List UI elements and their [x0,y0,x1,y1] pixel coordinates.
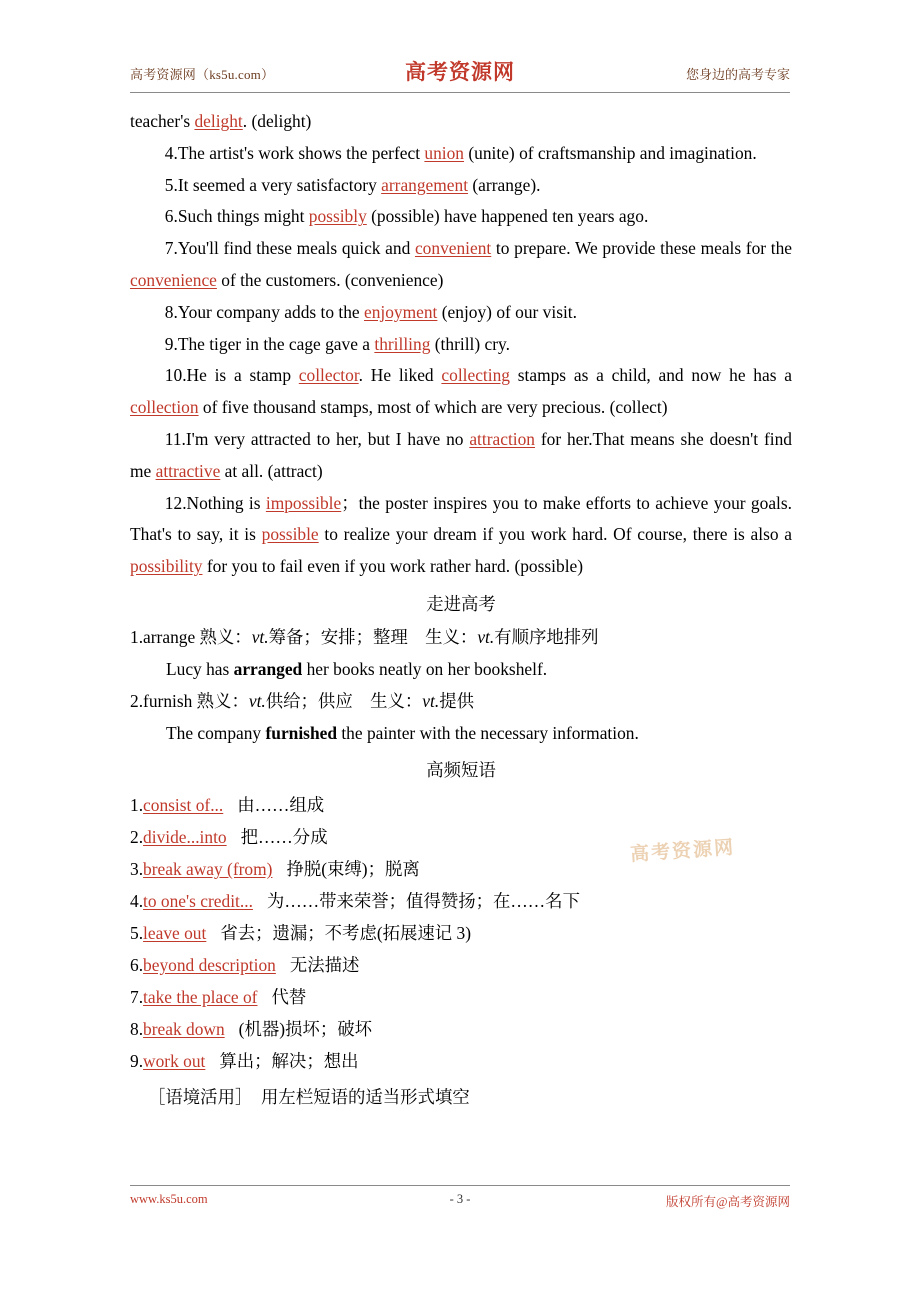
phrase-number: 9. [130,1050,144,1071]
exercise-item-text: (thrill) cry. [430,333,510,354]
gaokao-line-segment: 2.furnish 熟义： [130,690,249,711]
gaokao-line-segment: furnished [265,722,337,743]
gaokao-line-segment: 供给；供应 生义： [265,690,423,711]
section-title-high-frequency-phrases: 高频短语 [426,759,496,780]
exercise-item-number: 11. [164,428,186,449]
exercise-item-text: stamps as a child, and now he has a [509,365,792,386]
answer-blank-filled: possibly [308,206,367,227]
answer-blank-filled: attractive [155,460,221,481]
answer-blank-filled: convenient [414,238,492,259]
gaokao-line-segment: The company [166,722,266,743]
exercise-item-text: Such things might [177,206,309,227]
answer-blank-filled: collection [130,397,199,418]
exercise-item-number: 12. [164,492,187,513]
footer-divider [130,1185,790,1186]
phrase-meaning: 挣脱(束缚)；脱离 [286,858,420,879]
gaokao-line-segment: 提供 [439,690,474,711]
exercise-item-number: 9. [164,333,178,354]
phrase-meaning: 省去；遗漏；不考虑(拓展速记 3) [220,922,472,943]
exercise-item-text: I'm very attracted to her, but I have no [185,428,470,449]
phrase-row [130,885,792,917]
exercise-item [130,488,792,583]
answer-delight: delight [194,111,243,131]
phrase-term: break away (from) [143,858,273,879]
exercise-item-list [130,138,792,583]
answer-blank-filled: possible [261,524,319,545]
exercise-item-number: 8. [164,301,178,322]
exercise-item-text: You'll find these meals quick and [177,238,415,259]
page-header [130,56,790,92]
phrase-row [130,789,792,821]
footer-copyright: 版权所有@高考资源网 [665,1195,790,1209]
exercise-item-text: to prepare. We provide these meals for the [491,238,793,259]
phrase-number: 3. [130,858,144,879]
continuation-line [130,106,792,138]
page-footer [130,1190,790,1212]
exercise-item-text: of the customers. (convenience) [216,269,444,290]
phrase-term: leave out [143,922,207,943]
gaokao-line-segment: Lucy has [166,658,234,679]
answer-blank-filled: arrangement [381,174,469,195]
phrase-number: 2. [130,826,144,847]
exercise-item [130,233,792,297]
gaokao-line [130,717,792,749]
exercise-item-text: Nothing is [186,492,266,513]
exercise-item [130,170,792,202]
watermark-text: 高考资源网 [629,836,736,866]
answer-blank-filled: thrilling [374,333,431,354]
exercise-item-text: of five thousand stamps, most of which are very precious. (collect) [198,397,668,418]
phrase-number: 8. [130,1018,144,1039]
exercise-item-text: The artist's work shows the perfect [177,142,425,163]
phrase-meaning: 由……组成 [237,794,325,815]
continuation-text-c: . (delight) [242,111,312,131]
answer-blank-filled: collector [298,365,359,386]
header-divider [130,92,790,93]
gaokao-line-segment: vt. [477,626,495,647]
gaokao-line [130,653,792,685]
exercise-item-text: to realize your dream if you work hard. Of course, there is also a [318,524,792,545]
gaokao-line-segment: arranged [233,658,303,679]
continuation-text-a: teacher's [130,111,195,131]
phrase-term: break down [143,1018,225,1039]
gaokao-block [130,621,792,749]
exercise-item-number: 6. [164,206,178,227]
exercise-item [130,360,792,424]
footer-url: www.ks5u.com [130,1192,208,1206]
exercise-item-text: (arrange). [468,174,541,195]
gaokao-line-segment: 1.arrange 熟义： [130,626,252,647]
answer-blank-filled: attraction [469,428,535,449]
phrase-number: 5. [130,922,144,943]
exercise-item [130,297,792,329]
header-slogan: 您身边的高考专家 [685,67,790,82]
gaokao-line-segment: vt. [422,690,440,711]
phrase-term: consist of... [143,794,224,815]
gaokao-line-segment: 有顺序地排列 [494,626,599,647]
exercise-item [130,201,792,233]
phrase-row [130,853,792,885]
section-title-walk-into-gaokao: 走进高考 [426,593,496,614]
exercise-item-text: . He liked [358,365,442,386]
phrase-term: beyond description [143,954,276,975]
exercise-item-text: The tiger in the cage gave a [177,333,375,354]
phrase-list [130,789,792,1077]
exercise-item-number: 4. [164,142,178,163]
gaokao-line-segment: vt. [248,690,266,711]
phrase-row [130,821,792,853]
gaokao-line-segment: her books neatly on her bookshelf. [302,658,548,679]
exercise-item-text: It seemed a very satisfactory [177,174,382,195]
exercise-item-text: (enjoy) of our visit. [437,301,577,322]
header-logo-text: 高考资源网 [405,60,515,84]
phrase-meaning: 无法描述 [289,954,360,975]
phrase-row [130,981,792,1013]
phrase-meaning: 把……分成 [240,826,328,847]
answer-blank-filled: collecting [441,365,510,386]
answer-blank-filled: possibility [130,556,203,577]
exercise-item-text: for her.That means she doesn't find me [130,428,792,481]
phrase-term: take the place of [143,986,258,1007]
exercise-item-text: Your company adds to the [177,301,364,322]
answer-blank-filled: impossible [265,492,342,513]
exercise-item-text: for you to fail even if you work rather hard. (possible) [202,556,584,577]
exercise-item-text: (unite) of craftsmanship and imagination. [464,142,757,163]
exercise-item [130,424,792,488]
exercise-item-number: 7. [164,238,178,259]
gaokao-line [130,621,792,653]
phrase-meaning: 代替 [271,986,307,1007]
exercise-item-number: 5. [164,174,178,195]
footer-page-number: - 3 - [449,1192,471,1206]
phrase-row [130,917,792,949]
phrase-term: work out [143,1050,206,1071]
phrase-meaning: 算出；解决；想出 [219,1050,359,1071]
gaokao-line-segment: the painter with the necessary information. [337,722,639,743]
answer-blank-filled: enjoyment [363,301,438,322]
gaokao-line-segment: vt. [251,626,269,647]
phrase-number: 6. [130,954,144,975]
phrase-row [130,1045,792,1077]
exercise-item [130,138,792,170]
exercise-item-text: (possible) have happened ten years ago. [366,206,649,227]
exercise-item-text: He is a stamp [186,365,299,386]
exercise-item-text: at all. (attract) [220,460,323,481]
phrase-meaning: 为……带来荣誉；值得赞扬；在……名下 [266,890,580,911]
phrase-number: 7. [130,986,144,1007]
phrase-row [130,1013,792,1045]
exercise-item-number: 10. [164,365,187,386]
gaokao-line [130,685,792,717]
exercise-item [130,329,792,361]
phrase-meaning: (机器)损坏；破坏 [238,1018,372,1039]
phrase-term: to one's credit... [143,890,253,911]
phrase-row [130,949,792,981]
context-usage-instruction: ［语境活用］ 用左栏短语的适当形式填空 [148,1086,470,1107]
phrase-number: 1. [130,794,144,815]
header-site-name: 高考资源网（ks5u.com） [130,67,275,82]
exercise-item-text: ；the poster inspires you to make efforts to achieve your goals. That's to say, it is [130,492,792,545]
gaokao-line-segment: 筹备；安排；整理 生义： [268,626,478,647]
phrase-term: divide...into [143,826,227,847]
phrase-number: 4. [130,890,144,911]
answer-blank-filled: union [424,142,465,163]
document-body [130,106,792,1130]
answer-blank-filled: convenience [130,269,217,290]
